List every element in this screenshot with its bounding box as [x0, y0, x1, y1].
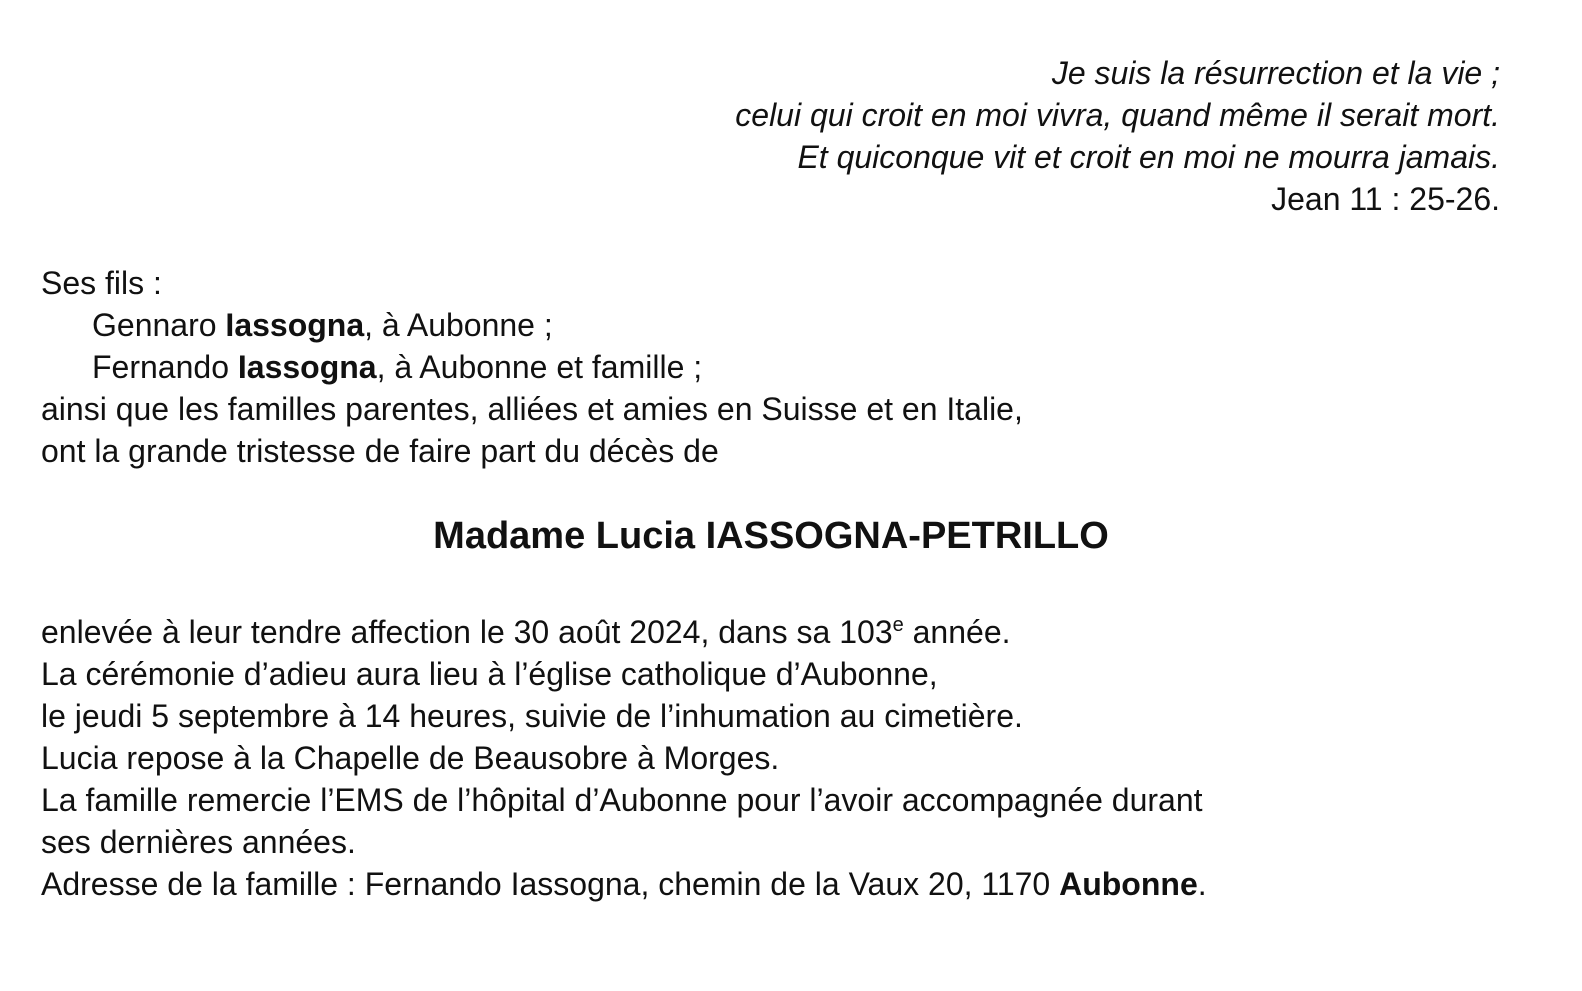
ceremony-time-line: le jeudi 5 septembre à 14 heures, suivie de l’inhumation au cimetière. — [41, 698, 1023, 734]
rest-place-line: Lucia repose à la Chapelle de Beausobre à Morges. — [41, 740, 780, 776]
son-last-name: Iassogna — [225, 307, 365, 343]
quote-line-2: celui qui croit en moi vivra, quand même il serait mort. — [735, 97, 1500, 133]
quote-reference: Jean 11 : 25-26. — [1271, 181, 1500, 217]
son-location: , à Aubonne et famille ; — [376, 349, 703, 385]
death-date-text: enlevée à leur tendre affection le 30 août 2024, dans sa 103 — [41, 614, 893, 650]
announcement-line: ont la grande tristesse de faire part du décès de — [41, 433, 719, 469]
family-intro — [41, 262, 1023, 472]
son-entry-gennaro — [41, 304, 1023, 346]
son-location: , à Aubonne ; — [364, 307, 553, 343]
families-line: ainsi que les familles parentes, alliées et amies en Suisse et en Italie, — [41, 391, 1023, 427]
quote-line-1: Je suis la résurrection et la vie ; — [1051, 55, 1500, 91]
deceased-name: Madame Lucia IASSOGNA-PETRILLO — [433, 515, 1109, 557]
bible-quote — [735, 52, 1500, 220]
death-date-end: année. — [903, 614, 1011, 650]
address-text: Adresse de la famille : Fernando Iassogna, chemin de la Vaux 20, 1170 — [41, 866, 1060, 902]
thanks-line-cont: ses dernières années. — [41, 824, 356, 860]
ceremony-line: La cérémonie d’adieu aura lieu à l’église catholique d’Aubonne, — [41, 656, 938, 692]
address-end: . — [1197, 866, 1207, 902]
thanks-line: La famille remercie l’EMS de l’hôpital d’Aubonne pour l’avoir accompagnée durant — [41, 782, 1203, 818]
son-first-name: Gennaro — [92, 307, 226, 343]
son-first-name: Fernando — [92, 349, 238, 385]
ordinal-suffix: e — [892, 614, 904, 636]
son-entry-fernando — [41, 346, 1023, 388]
family-address — [41, 863, 1207, 905]
address-city: Aubonne — [1059, 866, 1198, 902]
death-date-line — [41, 611, 1207, 653]
son-last-name: Iassogna — [237, 349, 377, 385]
quote-line-3: Et quiconque vit et croit en moi ne mourra jamais. — [797, 139, 1500, 175]
obituary-details — [41, 611, 1207, 905]
sons-heading: Ses fils : — [41, 265, 162, 301]
